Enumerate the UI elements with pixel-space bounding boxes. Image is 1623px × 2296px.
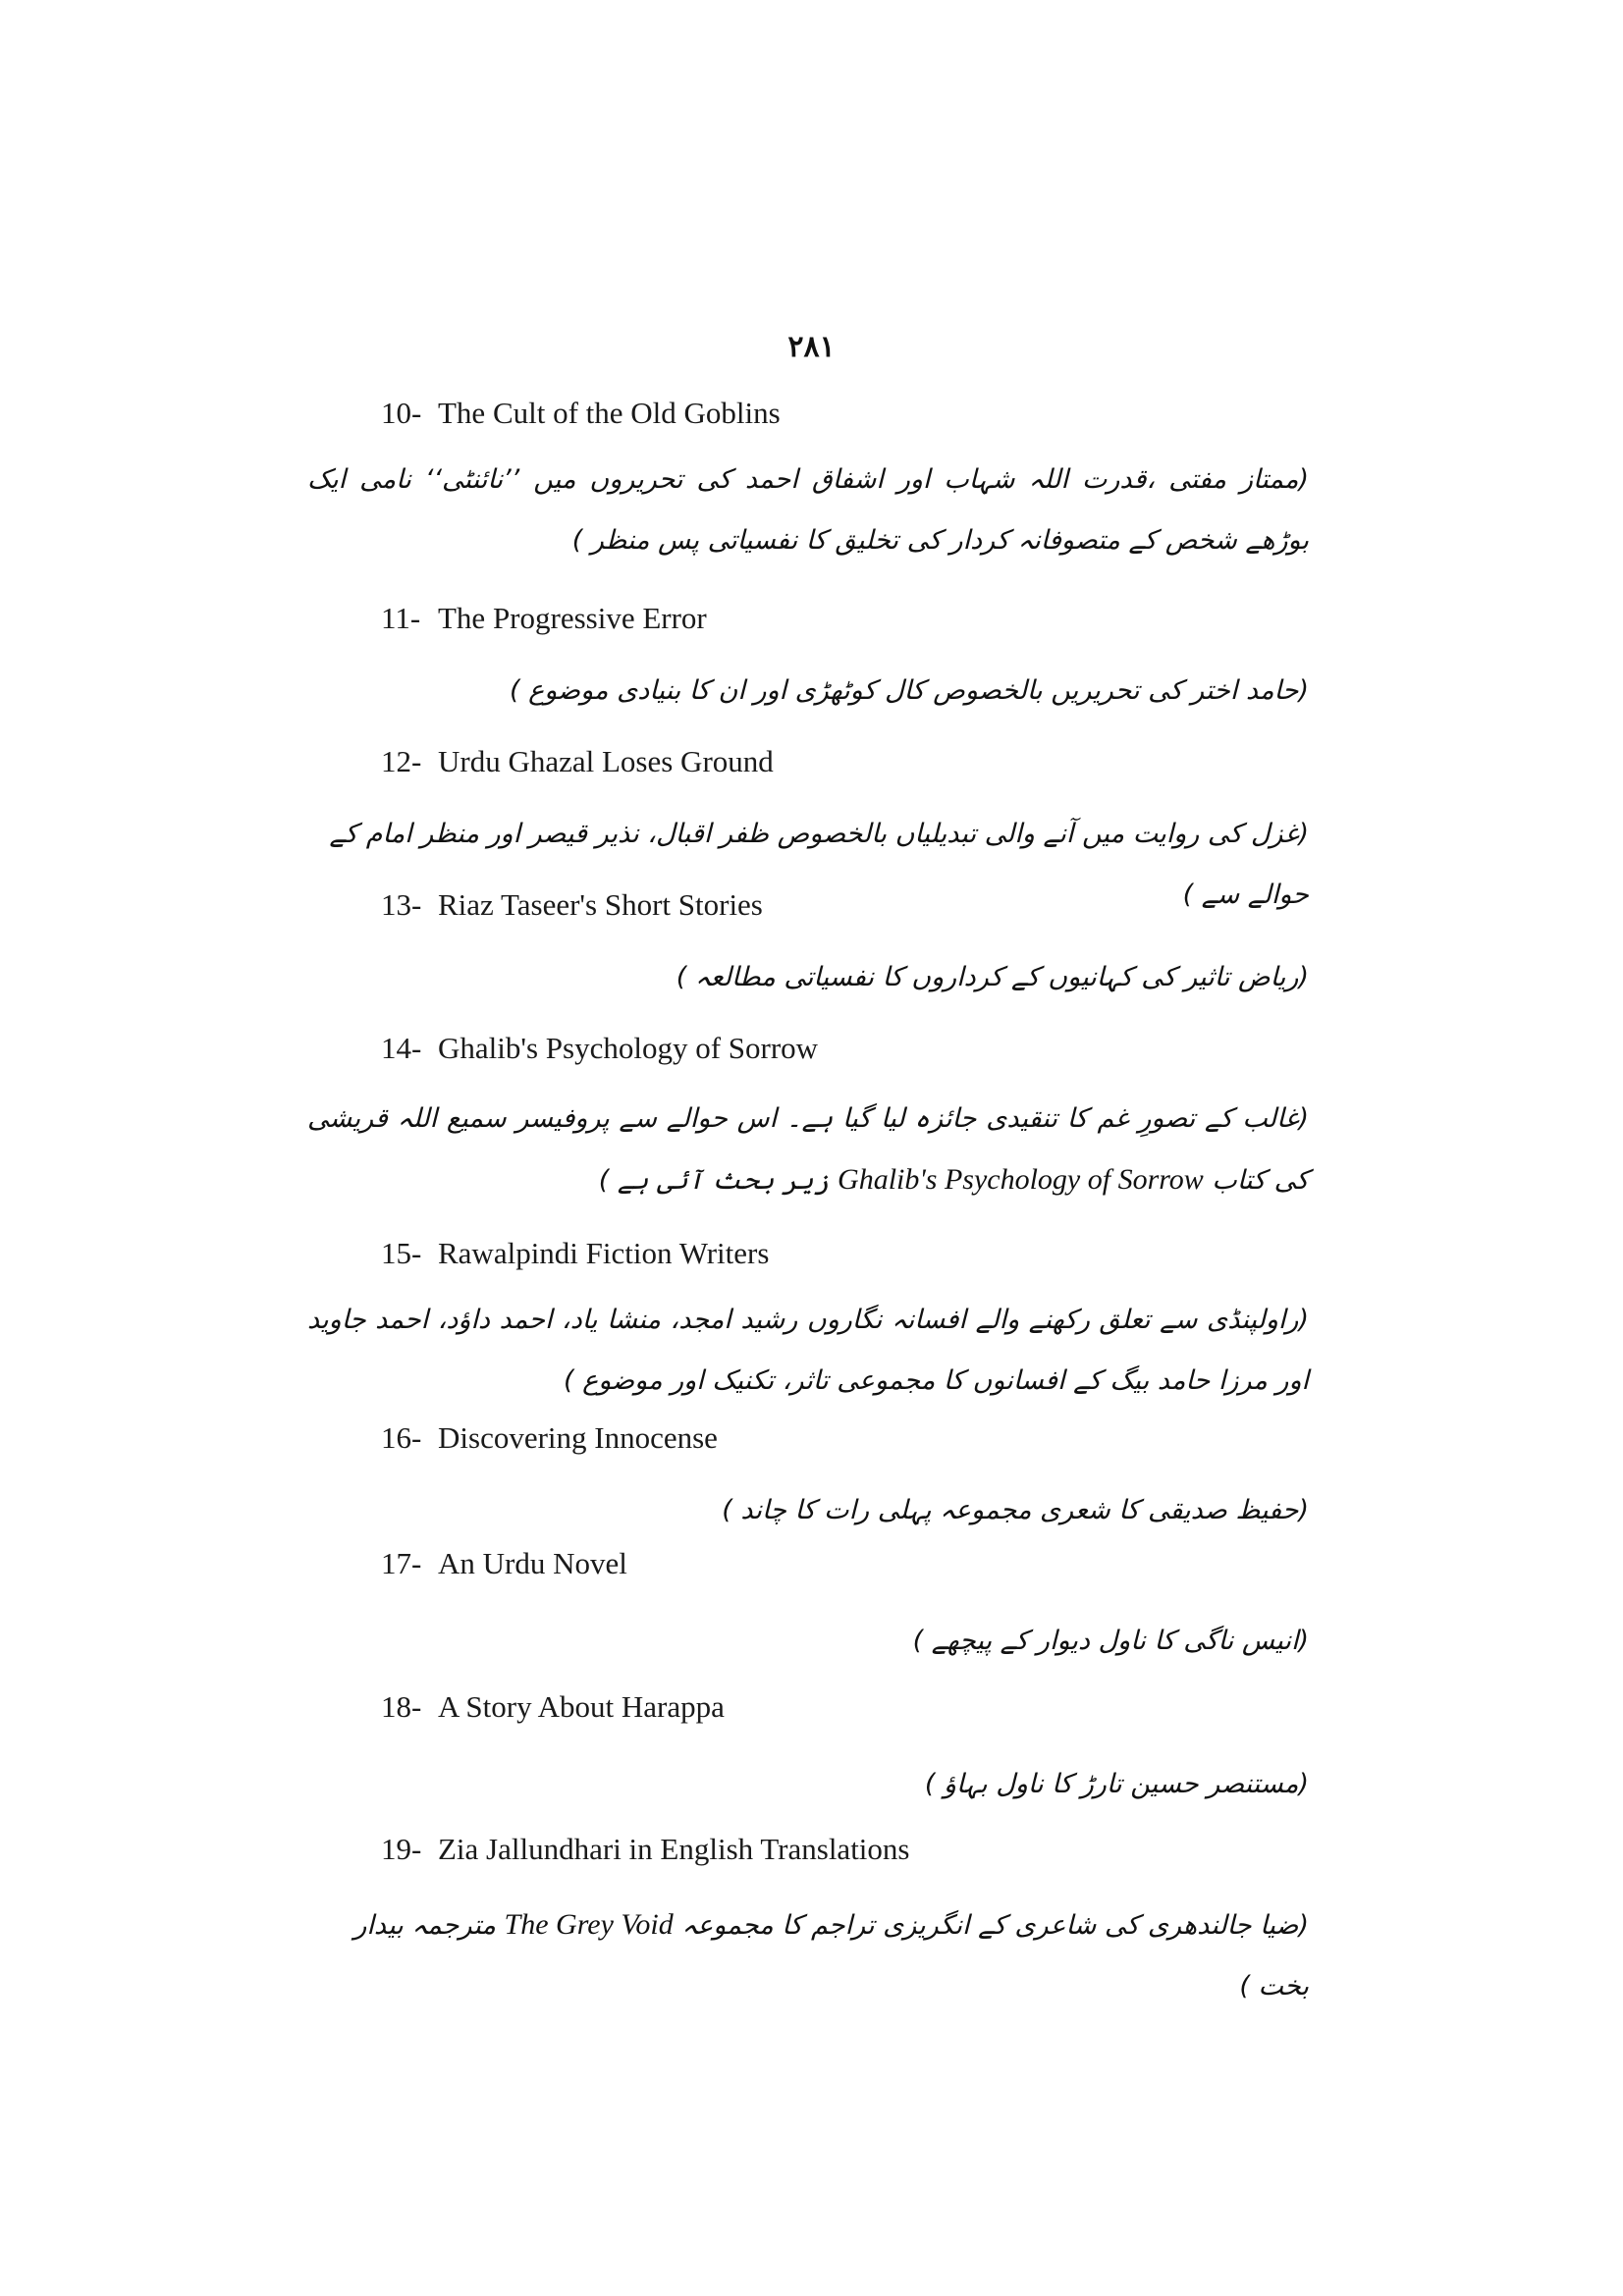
entry-title-10 — [381, 396, 1363, 431]
entry-title-text: Zia Jallundhari in English Translations — [438, 1832, 910, 1866]
entry-title-text: Rawalpindi Fiction Writers — [438, 1236, 770, 1270]
page-number: ۲۸۱ — [787, 330, 836, 364]
entry-description-text: (ضیا جالندھری کی شاعری کے انگریزی تراجم کا مجموعہ — [673, 1910, 1309, 1941]
entry-number: 10- — [381, 396, 422, 430]
entry-description-text: (غالب کے تصورِ غم کا تنقیدی جائزہ لیا گیا ہے۔ اس حوالے سے پروفیسر سمیع اللہ قریشی کی کتاب — [307, 1103, 1309, 1196]
entry-description-12: (غزل کی روایت میں آنے والی تبدیلیاں بالخصوص ظفر اقبال، نذیر قیصر اور منظر امام کے حوالے سے ) — [329, 819, 1309, 910]
entry-description-17: (انیس ناگی کا ناول دیوار کے پیچھے ) — [912, 1626, 1309, 1656]
entry-description-text: زیر بحث آئی ہے ) — [598, 1165, 839, 1196]
entry-title-text: Ghalib's Psychology of Sorrow — [438, 1031, 819, 1065]
book-title: Ghalib's Psychology of Sorrow — [838, 1163, 1204, 1196]
entry-description-18: (مستنصر حسین تارڑ کا ناول بہاؤ ) — [924, 1769, 1309, 1799]
entry-title-text: An Urdu Novel — [438, 1546, 627, 1580]
book-title: The Grey Void — [504, 1908, 674, 1941]
entry-number: 15- — [381, 1236, 422, 1270]
entry-title-text: The Progressive Error — [438, 601, 707, 635]
entry-title-text: A Story About Harappa — [438, 1689, 725, 1724]
entry-number: 13- — [381, 887, 422, 922]
entry-number: 11- — [381, 601, 421, 635]
entry-number: 18- — [381, 1689, 422, 1724]
entry-number: 19- — [381, 1832, 422, 1866]
entry-title-17 — [381, 1546, 1363, 1581]
entry-number: 12- — [381, 744, 422, 778]
entry-title-15 — [381, 1236, 1363, 1271]
entry-title-text: The Cult of the Old Goblins — [438, 396, 781, 430]
entry-number: 14- — [381, 1031, 422, 1065]
entry-description-15: (راولپنڈی سے تعلق رکھنے والے افسانہ نگاروں رشید امجد، منشا یاد، احمد داؤد، احمد جاوید اور مرزا حامد بیگ کے افسانوں کا مجموعی تاثر، تکنیک اور موضوع ) — [307, 1305, 1309, 1396]
entry-description-13: (ریاض تاثیر کی کہانیوں کے کرداروں کا نفسیاتی مطالعہ ) — [676, 962, 1309, 992]
entry-description-14 — [307, 1089, 1309, 1211]
entry-title-18 — [381, 1689, 1363, 1725]
entry-title-16 — [381, 1420, 1363, 1456]
entry-title-12 — [381, 744, 1363, 779]
entry-title-text: Riaz Taseer's Short Stories — [438, 887, 763, 922]
entry-description-11: (حامد اختر کی تحریریں بالخصوص کال کوٹھڑی اور ان کا بنیادی موضوع ) — [510, 675, 1309, 706]
entry-title-13 — [381, 887, 1363, 923]
entry-description-19 — [307, 1895, 1309, 2017]
entry-title-19 — [381, 1832, 1363, 1867]
entry-title-14 — [381, 1031, 1363, 1066]
entry-title-text: Discovering Innocense — [438, 1420, 718, 1455]
entry-title-11 — [381, 601, 1363, 636]
entry-description-16: (حفیظ صدیقی کا شعری مجموعہ پہلی رات کا چاند ) — [722, 1495, 1309, 1525]
entry-description-10: (ممتاز مفتی ،قدرت اللہ شہاب اور اشفاق احمد کی تحریروں میں ’’نائنٹی‘‘ نامی ایک بوڑھے شخص کے متصوفانہ کردار کی تخلیق کا نفسیاتی پس منظر ) — [307, 464, 1309, 556]
entry-number: 17- — [381, 1546, 422, 1580]
entry-number: 16- — [381, 1420, 422, 1455]
entry-description-text: مترجمہ بیدار بخت ) — [353, 1910, 1309, 2002]
entry-title-text: Urdu Ghazal Loses Ground — [438, 744, 774, 778]
